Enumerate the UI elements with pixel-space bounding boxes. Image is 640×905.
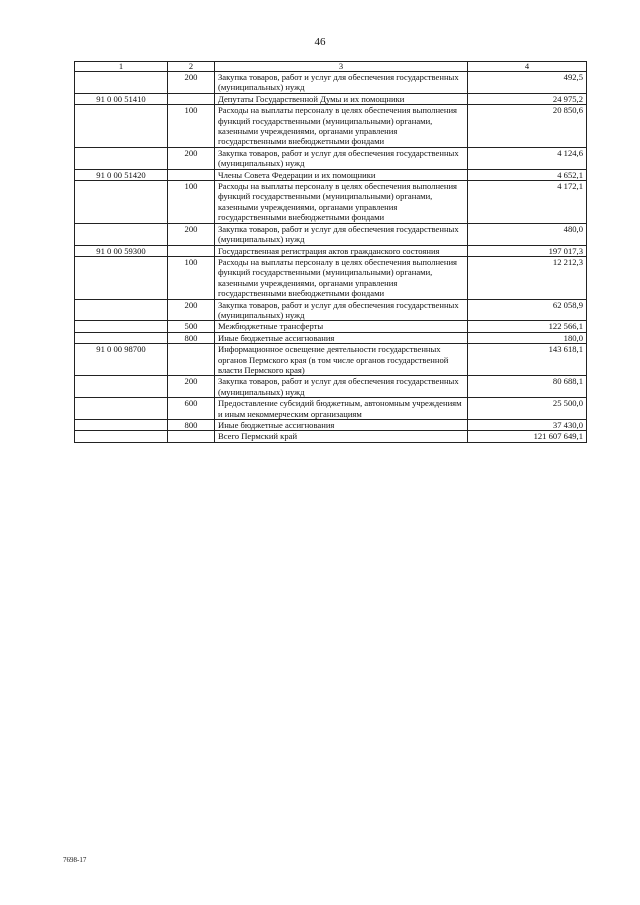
table-row [75,105,587,148]
row-type: 100 [168,105,215,148]
document-code: 7698-17 [63,856,87,864]
row-description: Иные бюджетные ассигнования [215,332,468,343]
row-code [75,420,168,431]
row-amount: 197 017,3 [468,245,587,256]
row-amount: 12 212,3 [468,256,587,299]
row-description: Государственная регистрация актов гражданского состояния [215,245,468,256]
row-description: Закупка товаров, работ и услуг для обеспечения государственных (муниципальных) нужд [215,223,468,245]
table-row [75,93,587,104]
row-amount: 122 566,1 [468,321,587,332]
row-amount: 24 975,2 [468,93,587,104]
table-row [75,299,587,321]
row-code: 91 0 00 51420 [75,169,168,180]
total-row [75,431,587,442]
row-code [75,181,168,224]
table-row [75,344,587,376]
row-code: 91 0 00 51410 [75,93,168,104]
row-type: 800 [168,332,215,343]
table-row [75,72,587,94]
row-code [75,72,168,94]
row-code [75,376,168,398]
row-description: Расходы на выплаты персоналу в целях обеспечения выполнения функций государственными (муниципальными) органами, казенными учреждениями, органами управления государственными внебюджетными фондами [215,181,468,224]
row-type: 600 [168,398,215,420]
table-row [75,223,587,245]
row-amount: 4 124,6 [468,147,587,169]
row-type: 200 [168,147,215,169]
row-amount: 20 850,6 [468,105,587,148]
row-type: 100 [168,181,215,224]
page-number: 46 [314,36,326,48]
row-amount: 180,0 [468,332,587,343]
row-code: 91 0 00 59300 [75,245,168,256]
row-description: Информационное освещение деятельности государственных органов Пермского края (в том числе органов государственной власти Пермского края) [215,344,468,376]
row-amount: 492,5 [468,72,587,94]
row-amount: 4 652,1 [468,169,587,180]
row-type: 200 [168,72,215,94]
row-type: 200 [168,223,215,245]
row-description: Члены Совета Федерации и их помощники [215,169,468,180]
table-row [75,332,587,343]
row-type: 200 [168,376,215,398]
header-cell-3: 3 [215,62,468,72]
table-row [75,321,587,332]
row-amount: 480,0 [468,223,587,245]
row-description: Закупка товаров, работ и услуг для обеспечения государственных (муниципальных) нужд [215,299,468,321]
row-type: 500 [168,321,215,332]
row-code [75,398,168,420]
total-label: Всего Пермский край [215,431,468,442]
total-amount: 121 607 649,1 [468,431,587,442]
row-description: Расходы на выплаты персоналу в целях обеспечения выполнения функций государственными (муниципальными) органами, казенными учреждениями, органами управления государственными внебюджетными фондами [215,105,468,148]
row-amount: 37 430,0 [468,420,587,431]
header-cell-4: 4 [468,62,587,72]
header-cell-1: 1 [75,62,168,72]
row-description: Межбюджетные трансферты [215,321,468,332]
row-type [168,344,215,376]
row-code [75,299,168,321]
table-row [75,256,587,299]
row-type: 200 [168,299,215,321]
row-code [75,223,168,245]
table-row [75,147,587,169]
row-code [75,321,168,332]
row-code [75,105,168,148]
header-cell-2: 2 [168,62,215,72]
row-type: 800 [168,420,215,431]
row-code [75,147,168,169]
table-row [75,398,587,420]
row-type: 100 [168,256,215,299]
row-code [75,431,168,442]
row-type [168,431,215,442]
table-row [75,169,587,180]
row-description: Депутаты Государственной Думы и их помощники [215,93,468,104]
row-amount: 4 172,1 [468,181,587,224]
row-amount: 143 618,1 [468,344,587,376]
row-amount: 62 058,9 [468,299,587,321]
row-code [75,256,168,299]
table-row [75,181,587,224]
row-description: Закупка товаров, работ и услуг для обеспечения государственных (муниципальных) нужд [215,72,468,94]
row-description: Предоставление субсидий бюджетным, автономным учреждениям и иным некоммерческим организациям [215,398,468,420]
table-row [75,420,587,431]
row-description: Расходы на выплаты персоналу в целях обеспечения выполнения функций государственными (муниципальными) органами, казенными учреждениями, органами управления государственными внебюджетными фондами [215,256,468,299]
row-type [168,169,215,180]
row-code: 91 0 00 98700 [75,344,168,376]
budget-table [74,61,587,443]
row-description: Закупка товаров, работ и услуг для обеспечения государственных (муниципальных) нужд [215,376,468,398]
row-type [168,93,215,104]
row-type [168,245,215,256]
header-row [75,62,587,72]
row-code [75,332,168,343]
row-description: Иные бюджетные ассигнования [215,420,468,431]
row-amount: 25 500,0 [468,398,587,420]
row-amount: 80 688,1 [468,376,587,398]
table-row [75,245,587,256]
row-description: Закупка товаров, работ и услуг для обеспечения государственных (муниципальных) нужд [215,147,468,169]
table-row [75,376,587,398]
